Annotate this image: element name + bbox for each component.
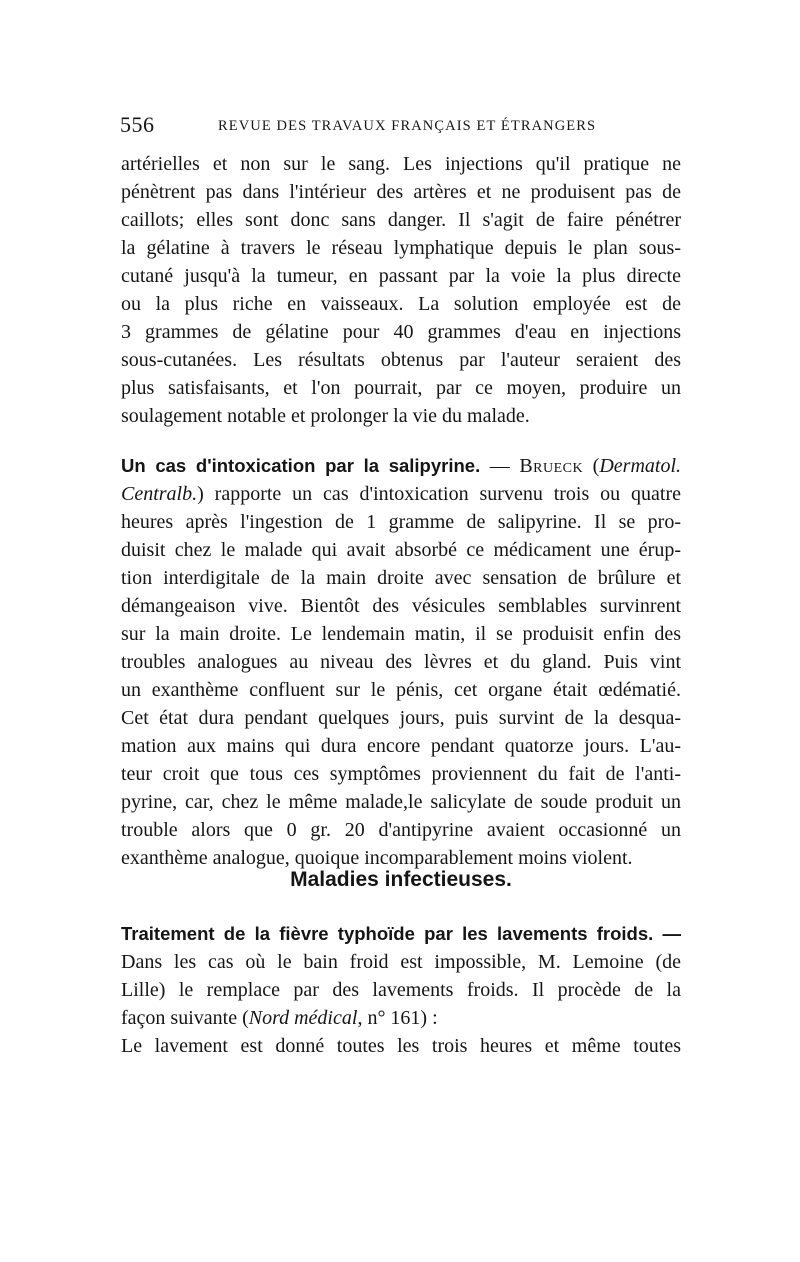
paragraph-line: sous-cutanées. Les résultats obtenus par l'auteur seraient des: [121, 349, 681, 371]
page-number: 556: [120, 112, 155, 137]
article-title: Traitement de la fièvre typhoïde par les lavements froids. —: [121, 923, 681, 944]
article-author: Brueck: [519, 455, 584, 477]
paragraph-line: démangeaison vive. Bientôt des vésicules semblables survinrent: [121, 595, 681, 617]
paragraph-line: cutané jusqu'à la tumeur, en passant par la voie la plus directe: [121, 265, 681, 287]
paragraph-line: Le lavement est donné toutes les trois heures et même toutes: [121, 1035, 681, 1057]
paragraph-line: troubles analogues au niveau des lèvres et du gland. Puis vint: [121, 651, 681, 673]
paragraph-line: tion interdigitale de la main droite avec sensation de brûlure et: [121, 567, 681, 589]
paragraph-line: soulagement notable et prolonger la vie du malade.: [121, 405, 530, 427]
open-paren: (: [583, 455, 600, 477]
paragraph-line: [121, 1004, 681, 1032]
paragraph-line-rest: ) rapporte un cas d'intoxication survenu trois ou quatre: [197, 483, 681, 505]
title-dash: —: [480, 455, 520, 477]
paragraph-line: sur la main droite. Le lendemain matin, il se produisit enfin des: [121, 623, 681, 645]
paragraph-line: pyrine, car, chez le même malade,le salicylate de soude produit un: [121, 791, 681, 813]
paragraph-line: pénètrent pas dans l'intérieur des artères et ne produisent pas de: [121, 181, 681, 203]
paragraph-line: Lille) le remplace par des lavements froids. Il procède de la: [121, 979, 681, 1001]
article-title: Un cas d'intoxication par la salipyrine.: [121, 455, 481, 476]
paragraph-line: teur croit que tous ces symptômes proviennent du fait de l'anti-: [121, 763, 681, 785]
paragraph-line: mation aux mains qui dura encore pendant quatorze jours. L'au-: [121, 735, 681, 757]
running-title: REVUE DES TRAVAUX FRANÇAIS ET ÉTRANGERS: [218, 118, 597, 134]
paragraph-line: trouble alors que 0 gr. 20 d'antipyrine avaient occasionné un: [121, 819, 681, 841]
paragraph-line: duisit chez le malade qui avait absorbé ce médicament une érup-: [121, 539, 681, 561]
paragraph-line: exanthème analogue, quoique incomparablement moins violent.: [121, 847, 633, 869]
paragraph-line: 3 grammes de gélatine pour 40 grammes d'eau en injections: [121, 321, 681, 343]
article-source: Nord médical: [248, 1007, 358, 1029]
paragraph-line: heures après l'ingestion de 1 gramme de salipyrine. Il se pro-: [121, 511, 681, 533]
paragraph-line: ou la plus riche en vaisseaux. La solution employée est de: [121, 293, 681, 315]
paragraph-line: Dans les cas où le bain froid est impossible, M. Lemoine (de: [121, 951, 681, 973]
paragraph-line: Cet état dura pendant quelques jours, puis survint de la desqua-: [121, 707, 681, 729]
section-heading: Maladies infectieuses.: [290, 868, 512, 891]
paragraph-line: [121, 480, 681, 508]
paragraph-line: caillots; elles sont donc sans danger. Il s'agit de faire pénétrer: [121, 209, 681, 231]
paragraph-text: , n° 161) :: [357, 1007, 438, 1029]
paragraph-line: plus satisfaisants, et l'on pourrait, par ce moyen, produire un: [121, 377, 681, 399]
article-source: Dermatol.: [599, 455, 681, 477]
paragraph-line: un exanthème confluent sur le pénis, cet organe était œdématié.: [121, 679, 681, 701]
paragraph-line: la gélatine à travers le réseau lymphatique depuis le plan sous-: [121, 237, 681, 259]
paragraph-line: artérielles et non sur le sang. Les injections qu'il pratique ne: [121, 153, 681, 175]
paragraph-text: façon suivante (: [121, 1007, 249, 1029]
article-heading-line: [121, 920, 681, 948]
article-heading-line: [121, 452, 681, 480]
running-header: [120, 112, 680, 142]
article-source-continued: Centralb.: [121, 483, 198, 505]
